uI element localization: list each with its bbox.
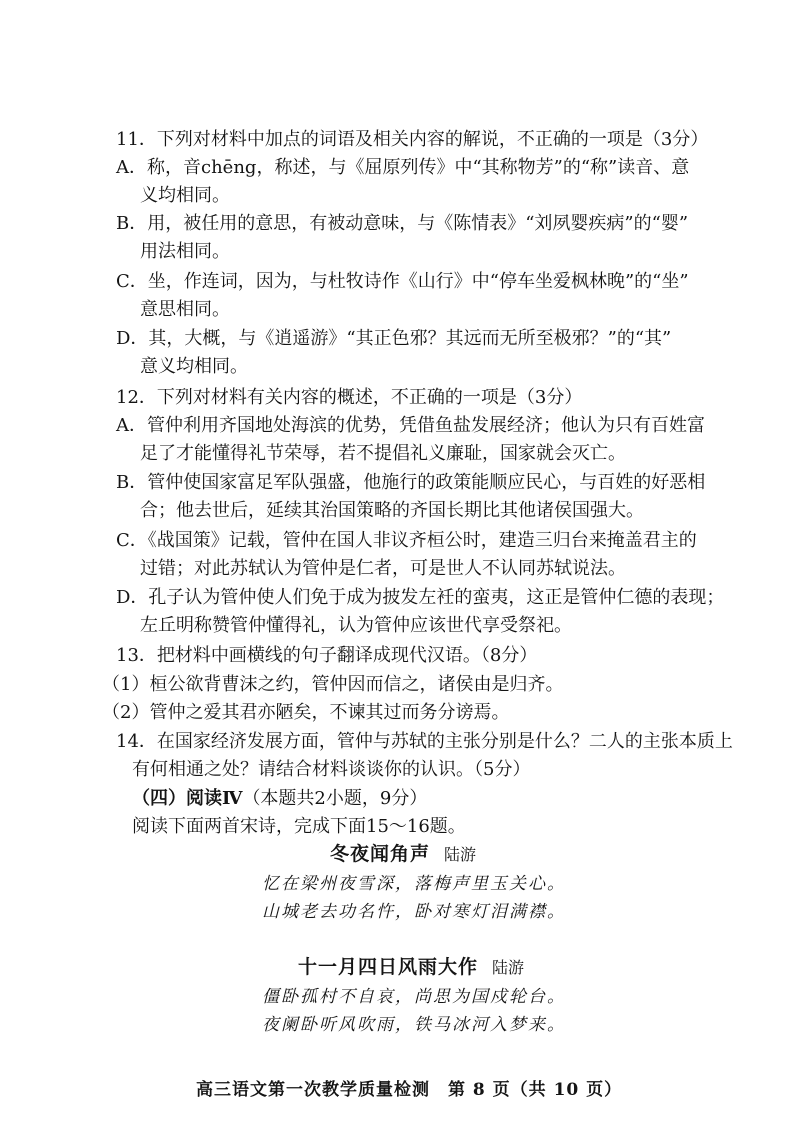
q12-option-a-line1: A．管仲利用齐国地处海滨的优势，凭借鱼盐发展经济；他认为只有百姓富 xyxy=(116,415,705,436)
poem-2-title: 十一月四日风雨大作 xyxy=(298,956,479,978)
section-4-heading xyxy=(132,787,427,811)
q13-sentence-1: （1）桓公欲背曹沫之约，管仲因而信之，诸侯由是归齐。 xyxy=(102,674,564,695)
poem-2-line-1: 僵卧孤村不自哀，尚思为国戍轮台。 xyxy=(262,987,566,1007)
q11-option-c-line1: C．坐，作连词，因为，与杜牧诗作《山行》中“停车坐爱枫林晚”的“坐” xyxy=(116,271,689,292)
poem-2-author: 陆游 xyxy=(492,958,525,977)
page-footer: 高三语文第一次教学质量检测 第 8 页（共 10 页） xyxy=(196,1080,623,1100)
q11-option-c-line2: 意思相同。 xyxy=(140,299,230,320)
poem-1-line-1: 忆在梁州夜雪深，落梅声里玉关心。 xyxy=(262,874,566,894)
q11-option-a-line1: A．称，音chēng，称述，与《屈原列传》中“其称物芳”的“称”读音、意 xyxy=(116,157,690,178)
poem-2-line-2: 夜阑卧听风吹雨，铁马冰河入梦来。 xyxy=(262,1015,566,1035)
q12-option-c-line1: C．《战国策》记载，管仲在国人非议齐桓公时，建造三归台来掩盖君主的 xyxy=(116,530,697,551)
q12-option-a-line2: 足了才能懂得礼节荣辱，若不提倡礼义廉耻，国家就会灭亡。 xyxy=(140,443,626,464)
poem-2-heading xyxy=(298,955,524,980)
poem-1-author: 陆游 xyxy=(444,845,477,864)
q12-option-b-line2: 合；他去世后，延续其治国策略的齐国长期比其他诸侯国强大。 xyxy=(140,500,644,521)
q11-option-d-line1: D．其，大概，与《逍遥游》“其正色邪？其远而无所至极邪？”的“其” xyxy=(116,328,672,349)
poem-1-title: 冬夜闻角声 xyxy=(330,843,431,865)
q11-option-b-line1: B．用，被任用的意思，有被动意味，与《陈情表》“刘夙婴疾病”的“婴” xyxy=(116,213,689,234)
q11-option-b-line2: 用法相同。 xyxy=(140,241,230,262)
q14-line1: 14．在国家经济发展方面，管仲与苏轼的主张分别是什么？二人的主张本质上 xyxy=(116,731,733,752)
poem-1-line-2: 山城老去功名忤，卧对寒灯泪满襟。 xyxy=(262,902,566,922)
section-4-heading-label: （四）阅读Ⅳ xyxy=(132,788,243,809)
q13-sentence-2: （2）管仲之爱其君亦陋矣，不谏其过而务分谤焉。 xyxy=(102,702,510,723)
q11-stem: 11．下列对材料中加点的词语及相关内容的解说，不正确的一项是（3分） xyxy=(116,129,709,150)
section-4-instruction: 阅读下面两首宋诗，完成下面15～16题。 xyxy=(132,816,466,837)
q13-stem: 13．把材料中画横线的句子翻译成现代汉语。（8分） xyxy=(116,645,538,666)
q12-option-d-line2: 左丘明称赞管仲懂得礼，认为管仲应该世代享受祭祀。 xyxy=(140,615,572,636)
q12-option-d-line1: D．孔子认为管仲使人们免于成为披发左衽的蛮夷，这正是管仲仁德的表现； xyxy=(116,587,725,608)
q11-option-d-line2: 意义均相同。 xyxy=(140,356,248,377)
q12-option-b-line1: B．管仲使国家富足军队强盛，他施行的政策能顺应民心，与百姓的好恶相 xyxy=(116,472,706,493)
q12-option-c-line2: 过错；对此苏轼认为管仲是仁者，可是世人不认同苏轼说法。 xyxy=(140,558,626,579)
poem-1-heading xyxy=(330,842,476,867)
q12-stem: 12．下列对材料有关内容的概述，不正确的一项是（3分） xyxy=(116,387,583,408)
q11-option-a-line2: 义均相同。 xyxy=(140,185,230,206)
q14-line2: 有何相通之处？请结合材料谈谈你的认识。（5分） xyxy=(132,759,531,780)
section-4-heading-detail: （本题共2小题，9分） xyxy=(242,788,428,809)
